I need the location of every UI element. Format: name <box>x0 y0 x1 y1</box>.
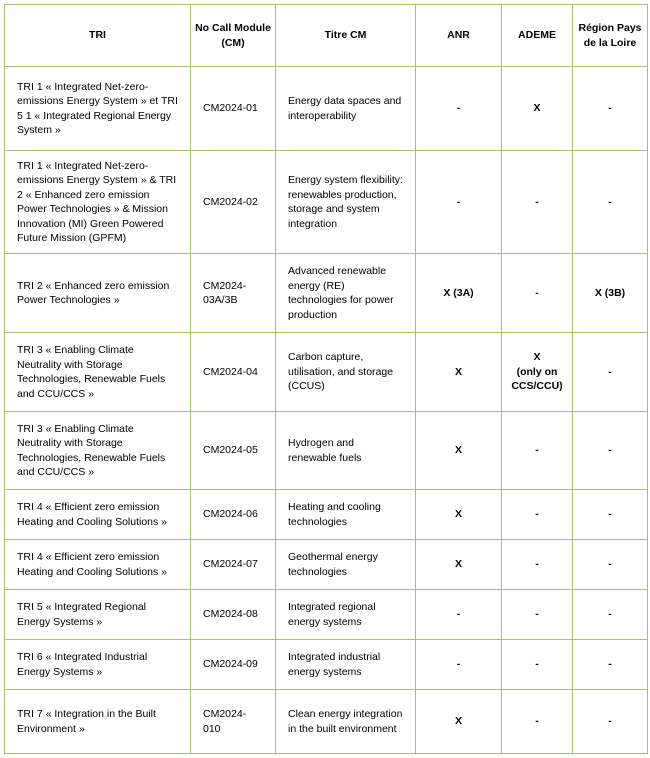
cell-titre: Clean energy integration in the built environment <box>276 690 416 754</box>
table-row <box>5 640 648 690</box>
cell-cm: CM2024-08 <box>191 590 276 640</box>
table-row <box>5 254 648 333</box>
cell-anr: X (3A) <box>416 254 502 333</box>
table-row <box>5 690 648 754</box>
table-row <box>5 412 648 490</box>
cell-region: - <box>573 412 648 490</box>
cell-titre: Hydrogen and renewable fuels <box>276 412 416 490</box>
cell-titre: Heating and cooling technologies <box>276 490 416 540</box>
table-row <box>5 151 648 254</box>
cell-region: - <box>573 333 648 412</box>
cell-ademe: - <box>502 254 573 333</box>
cell-ademe: - <box>502 151 573 254</box>
cell-cm: CM2024-07 <box>191 540 276 590</box>
cell-titre: Carbon capture, utilisation, and storage (CCUS) <box>276 333 416 412</box>
cell-cm: CM2024-03A/3B <box>191 254 276 333</box>
cell-tri: TRI 3 « Enabling Climate Neutrality with Storage Technologies, Renewable Fuels and CCU/CCS » <box>5 412 191 490</box>
table-row <box>5 490 648 540</box>
table-row <box>5 333 648 412</box>
header-titre: Titre CM <box>276 5 416 67</box>
cell-region: - <box>573 590 648 640</box>
table-row <box>5 590 648 640</box>
cell-ademe: - <box>502 540 573 590</box>
header-cm: No Call Module (CM) <box>191 5 276 67</box>
table-row <box>5 540 648 590</box>
cell-region: - <box>573 151 648 254</box>
cell-anr: X <box>416 490 502 540</box>
cell-cm: CM2024-06 <box>191 490 276 540</box>
cell-tri: TRI 5 « Integrated Regional Energy Systems » <box>5 590 191 640</box>
cell-region: - <box>573 540 648 590</box>
header-row <box>5 5 648 67</box>
cell-ademe: X (only on CCS/CCU) <box>502 333 573 412</box>
cell-ademe: - <box>502 412 573 490</box>
cell-titre: Geothermal energy technologies <box>276 540 416 590</box>
cell-ademe: - <box>502 490 573 540</box>
cell-anr: - <box>416 640 502 690</box>
cell-region: - <box>573 490 648 540</box>
cell-anr: X <box>416 412 502 490</box>
cell-cm: CM2024-01 <box>191 67 276 151</box>
cell-cm: CM2024-09 <box>191 640 276 690</box>
cell-tri: TRI 2 « Enhanced zero emission Power Technologies » <box>5 254 191 333</box>
cell-tri: TRI 1 « Integrated Net-zero-emissions Energy System » et TRI 5 1 « Integrated Regional Energy System » <box>5 67 191 151</box>
cell-tri: TRI 7 « Integration in the Built Environment » <box>5 690 191 754</box>
cell-region: - <box>573 690 648 754</box>
cell-cm: CM2024-04 <box>191 333 276 412</box>
cell-region: - <box>573 640 648 690</box>
cell-anr: - <box>416 151 502 254</box>
cell-cm: CM2024-05 <box>191 412 276 490</box>
cell-tri: TRI 4 « Efficient zero emission Heating and Cooling Solutions » <box>5 490 191 540</box>
header-anr: ANR <box>416 5 502 67</box>
cell-anr: - <box>416 67 502 151</box>
cell-ademe: - <box>502 640 573 690</box>
cell-anr: - <box>416 590 502 640</box>
cell-tri: TRI 4 « Efficient zero emission Heating and Cooling Solutions » <box>5 540 191 590</box>
cell-ademe: X <box>502 67 573 151</box>
cell-anr: X <box>416 333 502 412</box>
table-row <box>5 67 648 151</box>
cell-titre: Integrated industrial energy systems <box>276 640 416 690</box>
header-ademe: ADEME <box>502 5 573 67</box>
header-region: Région Pays de la Loire <box>573 5 648 67</box>
table-body <box>5 67 648 754</box>
cell-region: X (3B) <box>573 254 648 333</box>
header-tri: TRI <box>5 5 191 67</box>
cell-titre: Energy system flexibility: renewables production, storage and system integration <box>276 151 416 254</box>
cell-titre: Energy data spaces and interoperability <box>276 67 416 151</box>
cell-cm: CM2024-02 <box>191 151 276 254</box>
cell-anr: X <box>416 540 502 590</box>
cell-tri: TRI 3 « Enabling Climate Neutrality with Storage Technologies, Renewable Fuels and CCU/CCS » <box>5 333 191 412</box>
cell-titre: Integrated regional energy systems <box>276 590 416 640</box>
call-modules-table <box>4 4 648 754</box>
cell-titre: Advanced renewable energy (RE) technologies for power production <box>276 254 416 333</box>
cell-region: - <box>573 67 648 151</box>
cell-cm: CM2024-010 <box>191 690 276 754</box>
cell-anr: X <box>416 690 502 754</box>
cell-tri: TRI 1 « Integrated Net-zero-emissions Energy System » & TRI 2 « Enhanced zero emission Power Technologies » & Mission Innovation (MI) Green Powered Future Mission (GPFM) <box>5 151 191 254</box>
cell-ademe: - <box>502 590 573 640</box>
cell-tri: TRI 6 « Integrated Industrial Energy Systems » <box>5 640 191 690</box>
cell-ademe: - <box>502 690 573 754</box>
